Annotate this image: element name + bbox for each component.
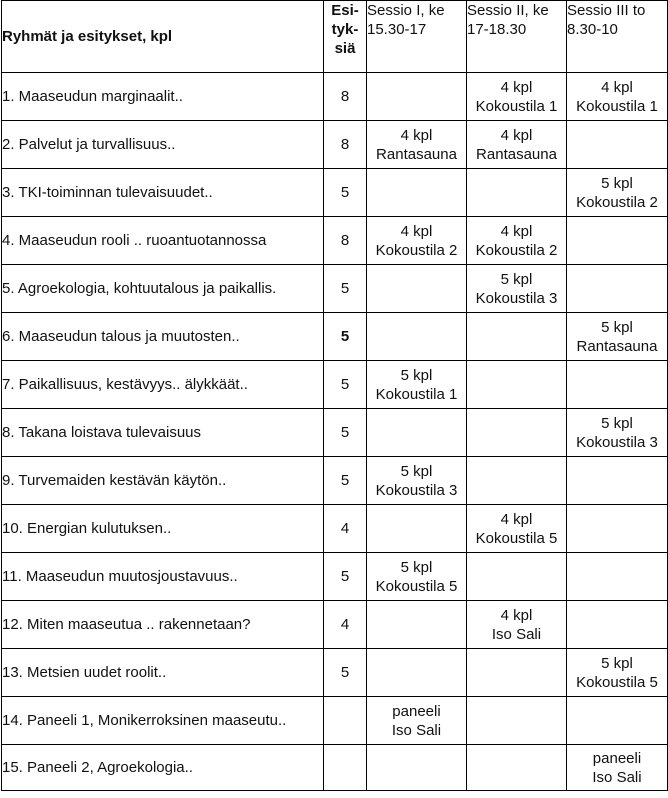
group-name: 11. Maaseudun muutosjoustavuus.. xyxy=(2,553,324,601)
session-3-cell xyxy=(567,601,668,649)
session-3-cell xyxy=(567,409,668,457)
session-2-cell xyxy=(467,313,567,361)
slot-count: 5 kpl xyxy=(601,318,633,336)
session-1-cell xyxy=(367,265,467,313)
slot-room: Kokoustila 3 xyxy=(375,481,458,499)
slot-count: 4 kpl xyxy=(500,510,533,528)
slot-room: Kokoustila 1 xyxy=(576,97,658,115)
session-1-cell xyxy=(367,649,467,697)
session-3-cell xyxy=(567,505,668,553)
group-name: 8. Takana loistava tulevaisuus xyxy=(2,409,324,457)
session-3-cell xyxy=(567,649,668,697)
group-name: 4. Maaseudun rooli .. ruoantuotannossa xyxy=(2,217,324,265)
session-3-cell xyxy=(567,169,668,217)
header-count-line-1: Esi- xyxy=(331,2,359,19)
slot-room: Kokoustila 2 xyxy=(475,241,558,259)
session-1-cell xyxy=(367,409,467,457)
session-2-cell xyxy=(467,217,567,265)
schedule-table xyxy=(1,0,668,791)
table-row xyxy=(2,169,668,217)
session-3-cell xyxy=(567,745,668,791)
slot-count: 5 kpl xyxy=(601,414,633,432)
table-row xyxy=(2,265,668,313)
group-name: 7. Paikallisuus, kestävyys.. älykkäät.. xyxy=(2,361,324,409)
slot-room: Rantasauna xyxy=(576,337,658,355)
header-row xyxy=(2,1,668,73)
session-1-cell xyxy=(367,313,467,361)
header-session-3-line-2: 8.30-10 xyxy=(567,21,618,38)
table-row xyxy=(2,697,668,745)
group-name: 15. Paneeli 2, Agroekologia.. xyxy=(2,745,324,791)
presentation-count: 8 xyxy=(324,217,367,265)
slot-room: Iso Sali xyxy=(592,768,642,786)
header-session-2 xyxy=(467,1,567,73)
header-session-2-line-1: Sessio II, ke xyxy=(467,2,549,19)
slot-room: Iso Sali xyxy=(491,625,542,643)
slot-count: 4 kpl xyxy=(500,126,533,144)
slot-room: Kokoustila 5 xyxy=(475,529,558,547)
slot-room: Rantasauna xyxy=(376,145,457,163)
header-session-3-line-1: Sessio III to xyxy=(567,2,646,19)
session-1-cell xyxy=(367,601,467,649)
session-1-cell xyxy=(367,217,467,265)
header-count-line-3: siä xyxy=(334,40,356,57)
slot-count: 5 kpl xyxy=(601,654,633,672)
header-session-3 xyxy=(567,1,668,73)
session-3-cell xyxy=(567,217,668,265)
session-3-cell xyxy=(567,553,668,601)
presentation-count: 5 xyxy=(324,265,367,313)
presentation-count: 4 xyxy=(324,601,367,649)
header-session-1 xyxy=(367,1,467,73)
session-3-cell xyxy=(567,313,668,361)
slot-room: Kokoustila 5 xyxy=(375,577,458,595)
session-3-cell xyxy=(567,265,668,313)
session-1-cell xyxy=(367,457,467,505)
session-1-cell xyxy=(367,121,467,169)
slot-room: Kokoustila 3 xyxy=(475,289,558,307)
session-3-cell xyxy=(567,121,668,169)
session-2-cell xyxy=(467,505,567,553)
slot-count: 4 kpl xyxy=(601,78,633,96)
slot-room: Kokoustila 1 xyxy=(375,385,458,403)
group-name: 9. Turvemaiden kestävän käytön.. xyxy=(2,457,324,505)
table-row xyxy=(2,313,668,361)
table-row xyxy=(2,457,668,505)
header-session-2-line-2: 17-18.30 xyxy=(467,21,527,38)
presentation-count: 5 xyxy=(324,313,367,361)
slot-count: 4 kpl xyxy=(500,78,533,96)
presentation-count xyxy=(324,745,367,791)
slot-room: Kokoustila 5 xyxy=(576,673,658,691)
session-2-cell xyxy=(467,697,567,745)
session-2-cell xyxy=(467,121,567,169)
table-row xyxy=(2,601,668,649)
slot-count: 5 kpl xyxy=(601,174,633,192)
group-name: 13. Metsien uudet roolit.. xyxy=(2,649,324,697)
session-2-cell xyxy=(467,169,567,217)
header-count xyxy=(324,1,367,73)
session-1-cell xyxy=(367,553,467,601)
slot-count: paneeli xyxy=(392,702,441,720)
session-1-cell xyxy=(367,697,467,745)
slot-room: Kokoustila 2 xyxy=(375,241,458,259)
presentation-count: 8 xyxy=(324,121,367,169)
session-2-cell xyxy=(467,265,567,313)
slot-count: 5 kpl xyxy=(400,558,433,576)
group-name: 3. TKI-toiminnan tulevaisuudet.. xyxy=(2,169,324,217)
slot-room: Iso Sali xyxy=(391,721,442,739)
presentation-count: 5 xyxy=(324,553,367,601)
slot-count: paneeli xyxy=(592,749,642,767)
presentation-count: 8 xyxy=(324,73,367,121)
slot-count: 4 kpl xyxy=(400,222,433,240)
slot-room: Kokoustila 1 xyxy=(475,97,558,115)
session-2-cell xyxy=(467,745,567,791)
session-2-cell xyxy=(467,553,567,601)
table-row xyxy=(2,505,668,553)
table-row xyxy=(2,409,668,457)
slot-room: Kokoustila 3 xyxy=(576,433,658,451)
table-row xyxy=(2,121,668,169)
header-groups: Ryhmät ja esitykset, kpl xyxy=(2,1,324,73)
slot-count: 4 kpl xyxy=(500,606,533,624)
session-3-cell xyxy=(567,697,668,745)
session-3-cell xyxy=(567,457,668,505)
table-row xyxy=(2,649,668,697)
presentation-count: 5 xyxy=(324,649,367,697)
group-name: 12. Miten maaseutua .. rakennetaan? xyxy=(2,601,324,649)
table-row xyxy=(2,217,668,265)
group-name: 14. Paneeli 1, Monikerroksinen maaseutu.. xyxy=(2,697,324,745)
slot-count: 4 kpl xyxy=(500,222,533,240)
header-count-line-2: tyk- xyxy=(331,21,359,38)
slot-room: Rantasauna xyxy=(476,145,557,163)
table-row xyxy=(2,361,668,409)
session-1-cell xyxy=(367,745,467,791)
presentation-count: 5 xyxy=(324,457,367,505)
session-1-cell xyxy=(367,73,467,121)
group-name: 2. Palvelut ja turvallisuus.. xyxy=(2,121,324,169)
slot-count: 5 kpl xyxy=(400,366,433,384)
session-1-cell xyxy=(367,169,467,217)
presentation-count: 5 xyxy=(324,169,367,217)
table-row xyxy=(2,553,668,601)
table-row xyxy=(2,745,668,791)
session-1-cell xyxy=(367,361,467,409)
table-row xyxy=(2,73,668,121)
group-name: 6. Maaseudun talous ja muutosten.. xyxy=(2,313,324,361)
slot-room: Kokoustila 2 xyxy=(576,193,658,211)
session-2-cell xyxy=(467,601,567,649)
presentation-count: 5 xyxy=(324,409,367,457)
session-2-cell xyxy=(467,457,567,505)
session-2-cell xyxy=(467,649,567,697)
presentation-count: 5 xyxy=(324,361,367,409)
session-3-cell xyxy=(567,361,668,409)
session-2-cell xyxy=(467,361,567,409)
header-session-1-line-2: 15.30-17 xyxy=(367,21,427,38)
slot-count: 5 kpl xyxy=(400,462,433,480)
slot-count: 5 kpl xyxy=(500,270,533,288)
group-name: 10. Energian kulutuksen.. xyxy=(2,505,324,553)
group-name: 5. Agroekologia, kohtuutalous ja paikallis. xyxy=(2,265,324,313)
session-2-cell xyxy=(467,73,567,121)
presentation-count: 4 xyxy=(324,505,367,553)
group-name: 1. Maaseudun marginaalit.. xyxy=(2,73,324,121)
session-2-cell xyxy=(467,409,567,457)
session-3-cell xyxy=(567,73,668,121)
header-session-1-line-1: Sessio I, ke xyxy=(367,2,445,19)
slot-count: 4 kpl xyxy=(400,126,433,144)
session-1-cell xyxy=(367,505,467,553)
presentation-count xyxy=(324,697,367,745)
